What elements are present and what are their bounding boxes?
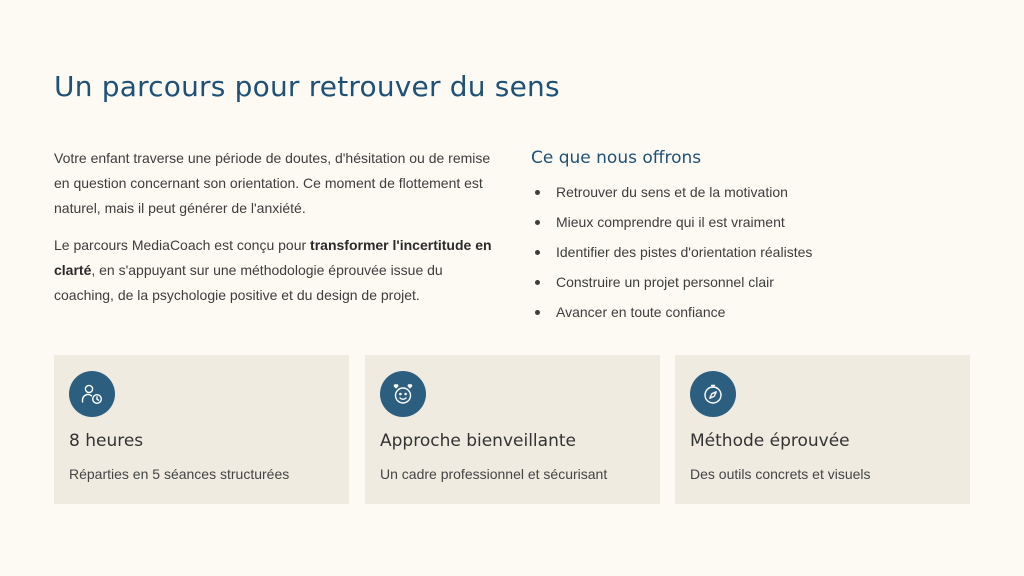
offer-item	[531, 242, 951, 272]
offer-item	[531, 182, 951, 212]
offer-item-label: Mieux comprendre qui il est vraiment	[556, 214, 785, 230]
card-title: Méthode éprouvée	[690, 431, 850, 451]
card-subtitle: Des outils concrets et visuels	[690, 466, 871, 482]
intro-paragraph-2	[54, 233, 494, 308]
bullet-icon	[535, 190, 540, 195]
intro-p2-after: , en s'appuyant sur une méthodologie éprouvée issue du coaching, de la psychologie positive et du design de projet.	[54, 262, 443, 303]
page-title: Un parcours pour retrouver du sens	[54, 70, 560, 103]
offers-heading: Ce que nous offrons	[531, 148, 702, 168]
bullet-icon	[535, 220, 540, 225]
intro-p2-bold: transformer l'incertitude en clarté	[54, 237, 492, 278]
bullet-icon	[535, 280, 540, 285]
intro-p2-before: Le parcours MediaCoach est conçu pour	[54, 237, 311, 253]
offers-section	[531, 148, 951, 332]
offer-item-label: Identifier des pistes d'orientation réalistes	[556, 244, 813, 260]
card-title: Approche bienveillante	[380, 431, 576, 451]
offer-item-label: Retrouver du sens et de la motivation	[556, 184, 788, 200]
card-approach	[365, 355, 660, 504]
card-title: 8 heures	[69, 431, 144, 451]
offer-item-label: Construire un projet personnel clair	[556, 274, 774, 290]
bullet-icon	[535, 310, 540, 315]
smile-hearts-icon	[380, 371, 426, 417]
intro-paragraph-1: Votre enfant traverse une période de doutes, d'hésitation ou de remise en question concernant son orientation. Ce moment de flottement est naturel, mais il peut générer de l'anxiété.	[54, 150, 491, 216]
card-method	[675, 355, 970, 504]
offer-item	[531, 212, 951, 242]
user-clock-icon	[69, 371, 115, 417]
card-subtitle: Réparties en 5 séances structurées	[69, 466, 290, 482]
offers-list	[531, 182, 951, 332]
card-subtitle: Un cadre professionnel et sécurisant	[380, 466, 608, 482]
intro-text	[54, 146, 494, 320]
offer-item-label: Avancer en toute confiance	[556, 304, 726, 320]
offer-item	[531, 272, 951, 302]
card-duration	[54, 355, 349, 504]
compass-icon	[690, 371, 736, 417]
offer-item	[531, 302, 951, 332]
bullet-icon	[535, 250, 540, 255]
